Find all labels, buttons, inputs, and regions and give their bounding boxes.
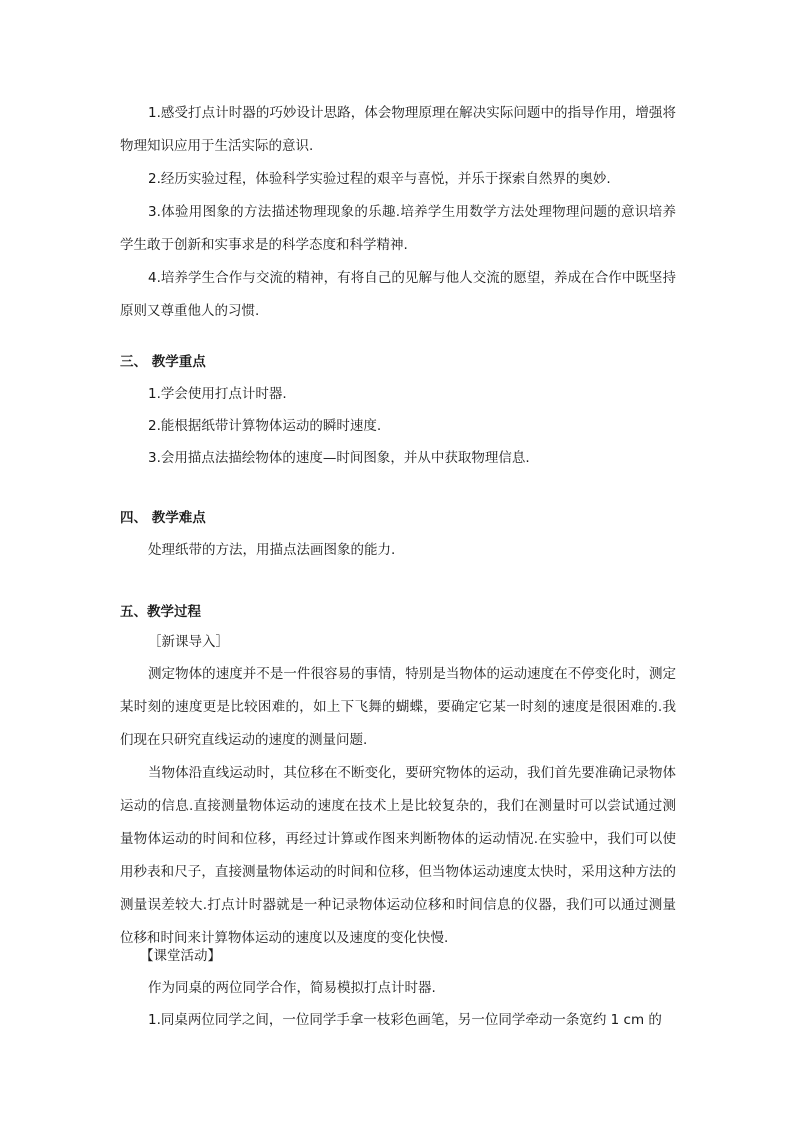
difficulty-text: 处理纸带的方法，用描点法画图象的能力.	[148, 542, 396, 558]
section-heading-difficulties: 四、 教学难点	[120, 510, 206, 526]
intro-label: ［新课导入］	[148, 634, 229, 650]
key-point-item-3: 3.会用描点法描绘物体的速度—时间图象，并从中获取物理信息.	[148, 450, 530, 466]
objective-item-2: 2.经历实验过程，体验科学实验过程的艰辛与喜悦，并乐于探索自然界的奥妙.	[148, 171, 611, 187]
intro-paragraph-1: 测定物体的速度并不是一件很容易的事情，特别是当物体的运动速度在不停变化时，测定某时刻的速度更是比较困难的，如上下飞舞的蝴蝶，要确定它某一时刻的速度是很困难的.我们现在只研究直线运动的速度的测量问题.	[120, 666, 676, 748]
activity-label: 【课堂活动】	[140, 948, 221, 964]
activity-paragraph-1: 作为同桌的两位同学合作，简易模拟打点计时器.	[148, 980, 436, 996]
section-heading-key-points: 三、 教学重点	[120, 354, 206, 370]
objective-item-4: 4.培养学生合作与交流的精神，有将自己的见解与他人交流的愿望，养成在合作中既坚持原则又尊重他人的习惯.	[120, 270, 676, 319]
objective-item-1: 1.感受打点计时器的巧妙设计思路，体会物理原理在解决实际问题中的指导作用，增强将物理知识应用于生活实际的意识.	[120, 105, 676, 154]
objective-item-3: 3.体验用图象的方法描述物理现象的乐趣.培养学生用数学方法处理物理问题的意识培养学生敢于创新和实事求是的科学态度和科学精神.	[120, 204, 676, 253]
key-point-item-1: 1.学会使用打点计时器.	[148, 386, 287, 402]
activity-paragraph-2: 1.同桌两位同学之间，一位同学手拿一枝彩色画笔，另一位同学牵动一条宽约 1 cm 的	[148, 1012, 662, 1028]
section-heading-process: 五、教学过程	[120, 604, 201, 620]
intro-paragraph-2: 当物体沿直线运动时，其位移在不断变化，要研究物体的运动，我们首先要准确记录物体运动的信息.直接测量物体运动的速度在技术上是比较复杂的，我们在测量时可以尝试通过测量物体运动的时间和位移，再经过计算或作图来判断物体的运动情况.在实验中，我们可以使用秒表和尺子，直接测量物体运动的时间和位移，但当物体运动速度太快时，采用这种方法的测量误差较大.打点计时器就是一种记录物体运动位移和时间信息的仪器，我们可以通过测量位移和时间来计算物体运动的速度以及速度的变化快慢.	[120, 765, 676, 946]
key-point-item-2: 2.能根据纸带计算物体运动的瞬时速度.	[148, 418, 382, 434]
